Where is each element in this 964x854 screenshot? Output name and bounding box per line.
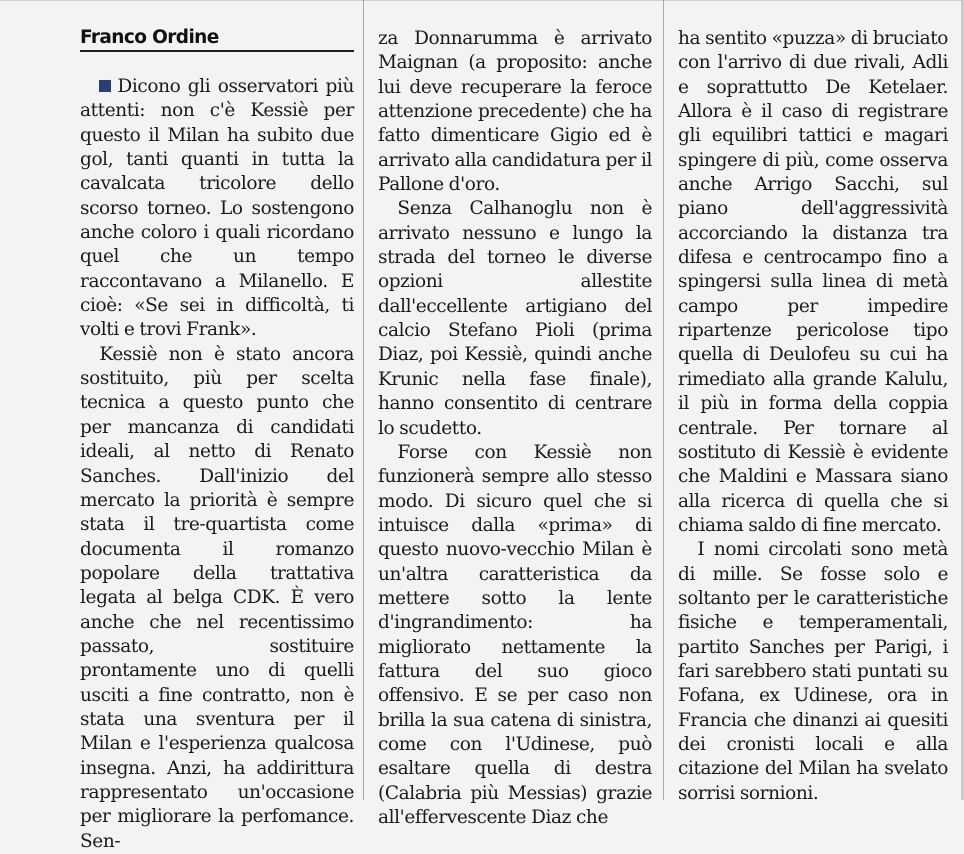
paragraph: Senza Calhanoglu non è arrivato nessuno e lungo la strada del torneo le diverse opzioni allestite dall'eccellente artigiano del calcio Stefano Pioli (prima Diaz, poi Kessiè, quindi anche Krunic nella fase finale), hanno consentito di centrare lo scudetto. — [378, 198, 652, 439]
byline — [80, 26, 354, 52]
column-2 — [378, 0, 652, 830]
paragraph: Kessiè non è stato ancora sostituito, più per scelta tecnica a questo punto che per mancanza di candidati ideali, al netto di Renato Sanches. Dall'inizio del mercato la priorità è sempre stata il tre-quartista come documenta il romanzo popolare della trattativa legata al belga CDK. È vero anche che nel recentissimo passato, sostituire prontamente uno di quelli usciti a fine contratto, non è stata una sventura per il Milan e l'esperienza qualcosa insegna. Anzi, ha addirittura rappresentato un'occasione per migliorare la perfomance. Sen- — [80, 343, 354, 852]
paragraph-text: Dicono gli osservatori più attenti: non c'è Kessiè per questo il Milan ha subito due gol, tanti quanti in tutta la cavalcata tricolore dello scorso torneo. Lo sostengono anche coloro i quali ricordano quel che un tempo raccontavano a Milanello. E cioè: «Se sei in difficoltà, ti volti e trovi Frank». — [80, 76, 354, 341]
column-1 — [80, 0, 354, 854]
column-1-body — [80, 0, 354, 854]
paragraph-continued: ha sentito «puzza» di bruciato con l'arrivo di due rivali, Adli e soprattutto De Ketelaer. Allora è il caso di registrare gli equilibri tattici e magari spingere di più, come osserva anche Arrigo Sacchi, sul piano dell'aggressività accorciando la distanza tra difesa e centrocampo fino a spingersi sulla linea di metà campo per impedire ripartenze pericolose tipo quella di Deulofeu su cui ha rimediato alla grande Kalulu, il più in forma della coppia centrale. Per tornare al sostituto di Kessiè è evidente che Maldini e Massara siano alla ricerca di quella che si chiama saldo di fine mercato. — [678, 28, 948, 536]
column-rule-1 — [363, 0, 364, 800]
paragraph: I nomi circolati sono metà di mille. Se fosse solo e soltanto per le caratteristiche fisiche e temperamentali, partito Sanches per Parigi, i fari sarebbero stati puntati su Fofana, ex Udinese, ora in Francia che dinanzi ai quesiti dei cronisti locali e alla citazione del Milan ha svelato sorrisi sornioni. — [678, 539, 948, 804]
paragraph-marker-icon — [99, 80, 111, 92]
paragraph-lead — [80, 75, 354, 343]
paragraph-continued: za Donnarumma è arrivato Maignan (a proposito: anche lui deve recuperare la feroce attenzione precedente) che ha fatto dimenticare Gigio ed è arrivato alla candidatura per il Pallone d'oro. — [378, 28, 652, 196]
column-rule-2 — [663, 0, 664, 800]
column-2-body — [378, 0, 652, 830]
column-3-body — [678, 0, 948, 806]
column-3 — [678, 0, 948, 806]
paragraph: Forse con Kessiè non funzionerà sempre allo stesso modo. Di sicuro quel che si intuisce dalla «prima» di questo nuovo-vecchio Milan è un'altra caratteristica da mettere sotto la lente d'ingrandimento: ha migliorato nettamente la fattura del suo gioco offensivo. E se per caso non brilla la sua catena di sinistra, come con l'Udinese, può esaltare quella di destra (Calabria più Messias) grazie all'effervescente Diaz che — [378, 441, 652, 828]
byline-author: Franco Ordine — [80, 27, 219, 48]
